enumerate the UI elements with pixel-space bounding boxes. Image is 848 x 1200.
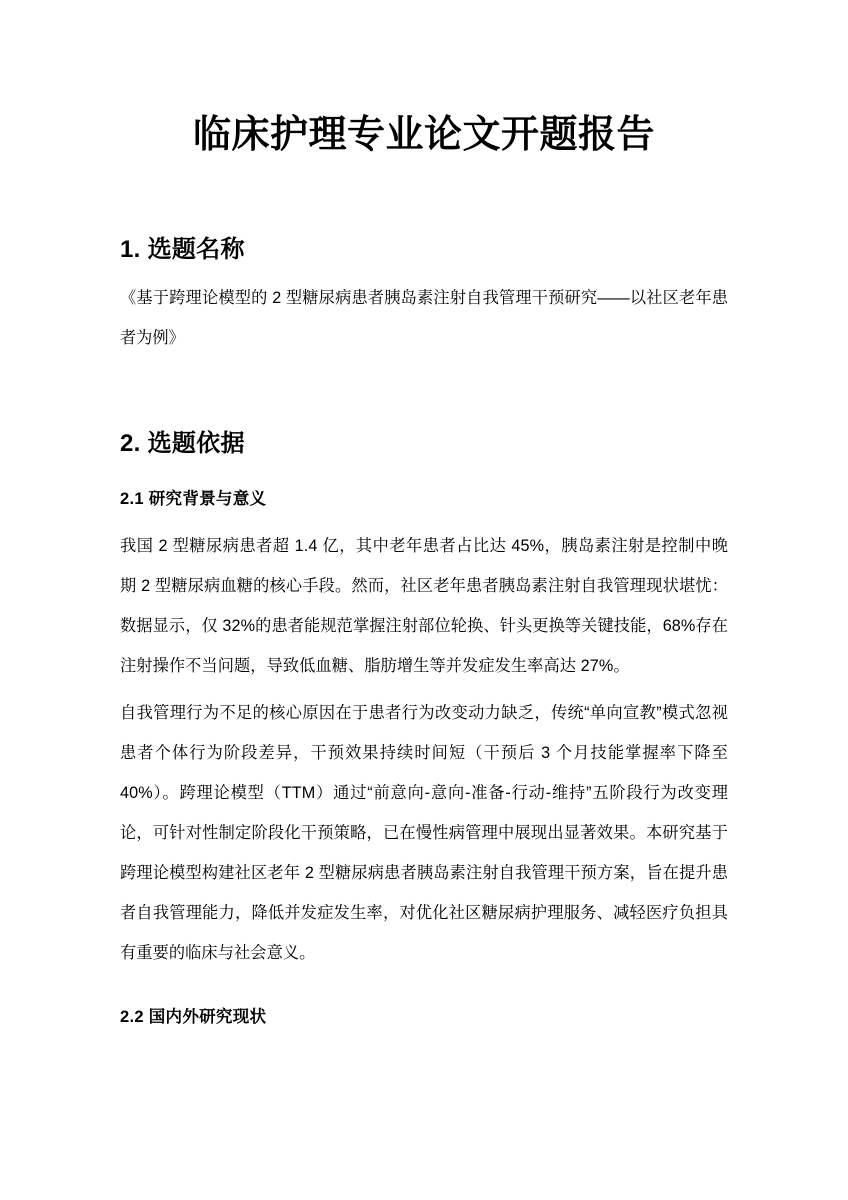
paragraph-background-1: 我国 2 型糖尿病患者超 1.4 亿，其中老年患者占比达 45%，胰岛素注射是控制中晚期 2 型糖尿病血糖的核心手段。然而，社区老年患者胰岛素注射自我管理现状堪忧：数据显示，仅 32%的患者能规范掌握注射部位轮换、针头更换等关键技能，68%存在注射操作不当问题，导致低血糖、脂肪增生等并发症发生率高达 27%。 [120, 537, 728, 676]
page-title: 临床护理专业论文开题报告 [192, 114, 655, 156]
section-heading-2: 2. 选题依据 [120, 429, 245, 457]
section-heading-1: 1. 选题名称 [120, 235, 245, 263]
thesis-topic-title: 《基于跨理论模型的 2 型糖尿病患者胰岛素注射自我管理干预研究——以社区老年患者为例》 [120, 288, 728, 347]
paragraph-background-2: 自我管理行为不足的核心原因在于患者行为改变动力缺乏，传统“单向宣教”模式忽视患者个体行为阶段差异，干预效果持续时间短（干预后 3 个月技能掌握率下降至 40%）。跨理论模型（TTM）通过“前意向-意向-准备-行动-维持”五阶段行为改变理论，可针对性制定阶段化干预策略，已在慢性病管理中展现出显著效果。本研究基于跨理论模型构建社区老年 2 型糖尿病患者胰岛素注射自我管理干预方案，旨在提升患者自我管理能力，降低并发症发生率，对优化社区糖尿病护理服务、减轻医疗负担具有重要的临床与社会意义。 [120, 704, 728, 963]
subsection-heading-2-1: 2.1 研究背景与意义 [120, 489, 267, 508]
subsection-heading-2-2: 2.2 国内外研究现状 [120, 1008, 267, 1027]
